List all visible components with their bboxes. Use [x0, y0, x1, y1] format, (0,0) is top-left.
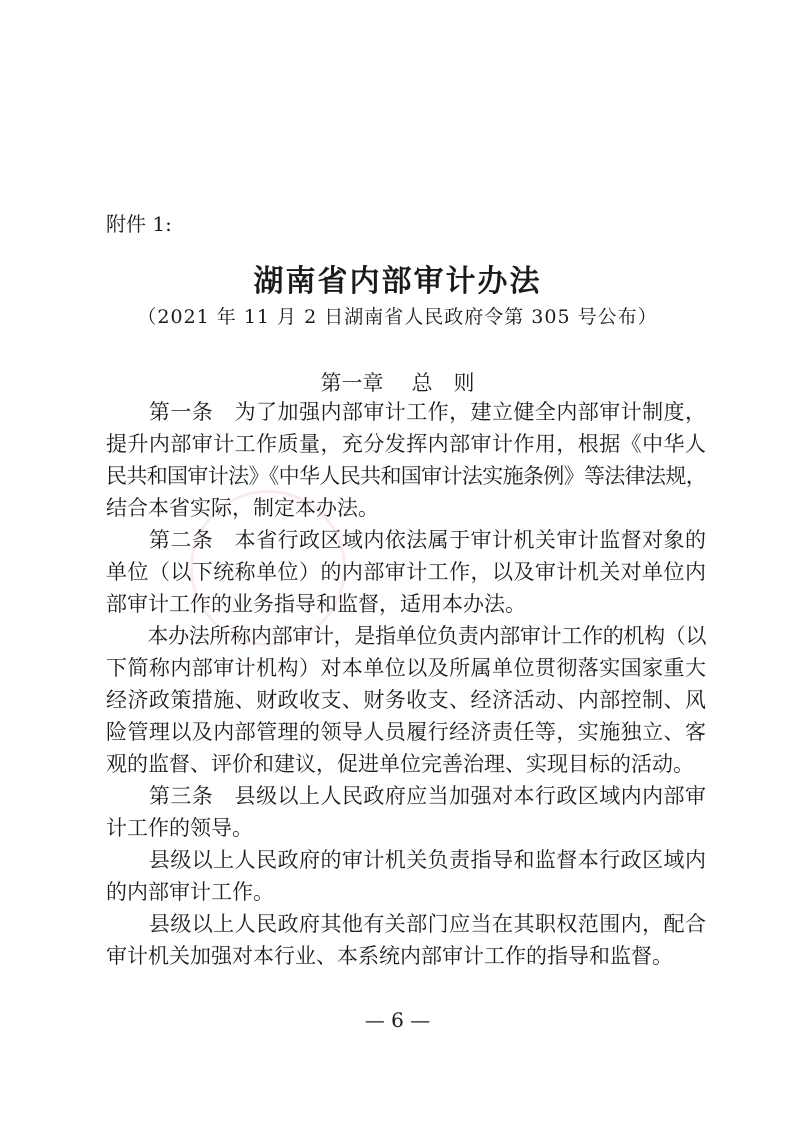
text-line: 提升内部审计工作质量，充分发挥内部审计作用，根据《中华人	[106, 432, 706, 456]
text-line: 县级以上人民政府其他有关部门应当在其职权范围内，配合	[106, 912, 706, 936]
text-line: 县级以上人民政府的审计机关负责指导和监督本行政区域内	[106, 848, 706, 872]
document-subtitle: （2021 年 11 月 2 日湖南省人民政府令第 305 号公布）	[137, 306, 658, 328]
page-number: — 6 —	[364, 1008, 431, 1032]
chapter-heading	[0, 367, 795, 397]
text-line: 民共和国审计法》《中华人民共和国审计法实施条例》等法律法规，	[106, 464, 706, 488]
document-title: 湖南省内部审计办法	[253, 264, 542, 299]
text-line: 第一条 为了加强内部审计工作，建立健全内部审计制度，	[106, 400, 706, 424]
chapter-name: 总 则	[411, 371, 475, 395]
text-line: 的内部审计工作。	[106, 880, 274, 904]
text-line: 观的监督、评价和建议，促进单位完善治理、实现目标的活动。	[106, 752, 694, 776]
attachment-label: 附件 1:	[106, 212, 172, 236]
text-line: 本办法所称内部审计，是指单位负责内部审计工作的机构（以	[106, 624, 706, 648]
text-line: 部审计工作的业务指导和监督，适用本办法。	[106, 592, 526, 616]
document-body	[106, 396, 706, 972]
chapter-number: 第一章	[320, 371, 384, 395]
text-line: 计工作的领导。	[106, 816, 253, 840]
text-line: 第三条 县级以上人民政府应当加强对本行政区域内内部审	[106, 784, 706, 808]
text-line: 结合本省实际，制定本办法。	[106, 496, 379, 520]
text-line: 险管理以及内部管理的领导人员履行经济责任等，实施独立、客	[106, 720, 706, 744]
text-line: 经济政策措施、财政收支、财务收支、经济活动、内部控制、风	[106, 688, 706, 712]
text-line: 审计机关加强对本行业、本系统内部审计工作的指导和监督。	[106, 944, 673, 968]
text-line: 第二条 本省行政区域内依法属于审计机关审计监督对象的	[106, 528, 706, 552]
text-line: 下简称内部审计机构）对本单位以及所属单位贯彻落实国家重大	[106, 656, 706, 680]
text-line: 单位（以下统称单位）的内部审计工作，以及审计机关对单位内	[106, 560, 706, 584]
